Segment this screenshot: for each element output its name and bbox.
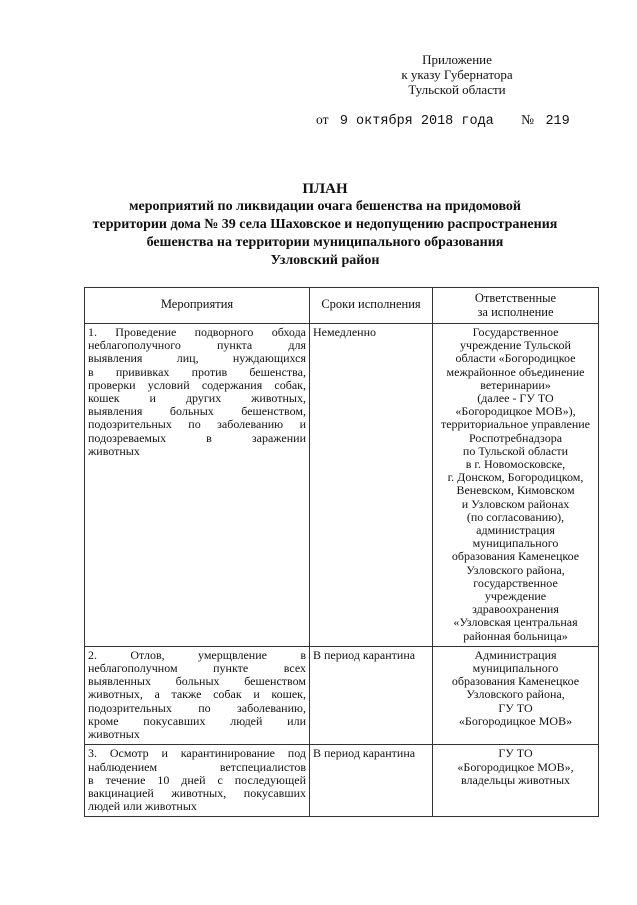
responsible-line: межрайонное объединение (446, 364, 585, 379)
measure-line: выявленных больных бешенством (88, 674, 306, 689)
responsible-line: Узловского района, (466, 562, 565, 577)
responsible-line: «Узловская центральная (453, 615, 578, 630)
measure-cell (85, 324, 310, 647)
measure-line: животных (88, 443, 140, 458)
header-deadline: Сроки исполнения (310, 288, 433, 324)
responsible-line: области «Богородицкое (455, 351, 576, 366)
responsible-line: (по согласованию), (466, 509, 565, 524)
deadline-cell: Немедленно (310, 324, 433, 647)
responsible-line: районная больница» (463, 628, 568, 643)
measure-line: кроме покусавших людей или (88, 713, 306, 728)
responsible-cell (433, 745, 599, 817)
header-responsible-line: Ответственные (474, 291, 557, 305)
responsible-line: в г. Новомосковске, (465, 457, 566, 472)
measure-line: в течение 10 дней с последующей (88, 772, 306, 787)
measure-line: в прививках против бешенства, (88, 364, 306, 379)
measure-line: подозрительных по заболеванию, (88, 700, 306, 715)
appendix-line: Приложение (422, 52, 492, 67)
measure-cell (85, 745, 310, 817)
measure-line: выявления больных бешенством, (88, 404, 306, 419)
responsible-line: г. Донском, Богородицком, (447, 470, 584, 485)
order-number: 219 (545, 114, 570, 129)
responsible-line: и Узловском районах (461, 496, 570, 511)
responsible-line: «Богородицкое МОВ»), (455, 404, 576, 419)
measure-line: неблагополучного пункта для (88, 338, 306, 353)
measure-line: выявления лиц, нуждающихся (88, 351, 306, 366)
responsible-line: Государственное (472, 325, 559, 339)
order-from-label: от (316, 112, 329, 127)
deadline-cell: В период карантина (310, 646, 433, 744)
measure-line: подозрительных по заболеванию и (88, 417, 306, 432)
responsible-line: образования Каменецкое (451, 549, 580, 564)
responsible-line: (далее - ГУ ТО (477, 391, 554, 406)
measure-line: 2. Отлов, умерщвление в (88, 647, 306, 662)
measure-line: 1. Проведение подворного обхода (88, 325, 306, 339)
responsible-line: учреждение Тульской (460, 338, 571, 353)
responsible-line: Роспотребнадзора (468, 430, 563, 445)
title-line: бешенства на территории муниципального образования (146, 235, 504, 250)
responsible-line: здравоохранения (472, 602, 559, 617)
responsible-line: Администрация (474, 647, 557, 662)
measure-cell (85, 646, 310, 744)
measure-line: животных (88, 727, 140, 742)
header-responsible (433, 288, 599, 324)
order-date: 9 октября 2018 года (339, 114, 494, 129)
responsible-line: образования Каменецкое (451, 674, 580, 689)
responsible-line: Узловского района, (466, 687, 565, 702)
responsible-line: ГУ ТО (498, 700, 533, 715)
responsible-line: владельцы животных (460, 772, 571, 787)
measure-line: людей или животных (88, 799, 197, 814)
title-heading: ПЛАН (302, 181, 348, 197)
responsible-line: учреждение (484, 589, 547, 604)
table-header-row (85, 288, 599, 324)
appendix-block (372, 52, 542, 97)
responsible-line: государственное (473, 575, 558, 590)
responsible-line: администрация (476, 523, 555, 538)
title-subtitle (60, 198, 590, 270)
document-title (60, 180, 590, 270)
table-body (85, 324, 599, 817)
responsible-line: ГУ ТО (498, 746, 533, 761)
measure-line: животных, а также собак и кошек, (88, 687, 306, 702)
measure-line: кошек и других животных, (88, 391, 306, 406)
responsible-line: ветеринарии» (480, 377, 551, 392)
title-line: территории дома № 39 села Шаховское и недопущению распространения (92, 217, 558, 232)
measure-line: проверки условий содержания собак, (88, 377, 306, 392)
table-row (85, 646, 599, 744)
appendix-line: к указу Губернатора (401, 67, 513, 82)
responsible-line: «Богородицкое МОВ» (458, 713, 573, 728)
responsible-line: территориальное управление (440, 417, 591, 432)
appendix-line: Тульской области (408, 82, 506, 97)
order-reference (316, 112, 570, 129)
responsible-line: «Богородицкое МОВ», (457, 759, 574, 774)
responsible-cell (433, 324, 599, 647)
responsible-line: муниципального (472, 536, 559, 551)
measure-line: наблюдением ветспециалистов (88, 759, 306, 774)
header-measures: Мероприятия (85, 288, 310, 324)
plan-table (84, 287, 599, 817)
responsible-line: Веневском, Кимовском (456, 483, 575, 498)
measure-line: подозреваемых в заражении (88, 430, 306, 445)
deadline-cell: В период карантина (310, 745, 433, 817)
order-number-sign: № (521, 112, 535, 127)
responsible-line: по Тульской области (462, 443, 569, 458)
table-row (85, 745, 599, 817)
title-line: мероприятий по ликвидации очага бешенства на придомовой (128, 199, 521, 214)
table-row (85, 324, 599, 647)
title-line: Узловский район (270, 253, 380, 268)
measure-line: 3. Осмотр и карантинирование под (88, 746, 306, 761)
measure-line: неблагополучном пункте всех (88, 661, 306, 676)
responsible-cell (433, 646, 599, 744)
measure-line: вакцинацией животных, покусавших (88, 785, 306, 800)
header-responsible-line: за исполнение (477, 305, 554, 319)
responsible-line: муниципального (472, 661, 559, 676)
